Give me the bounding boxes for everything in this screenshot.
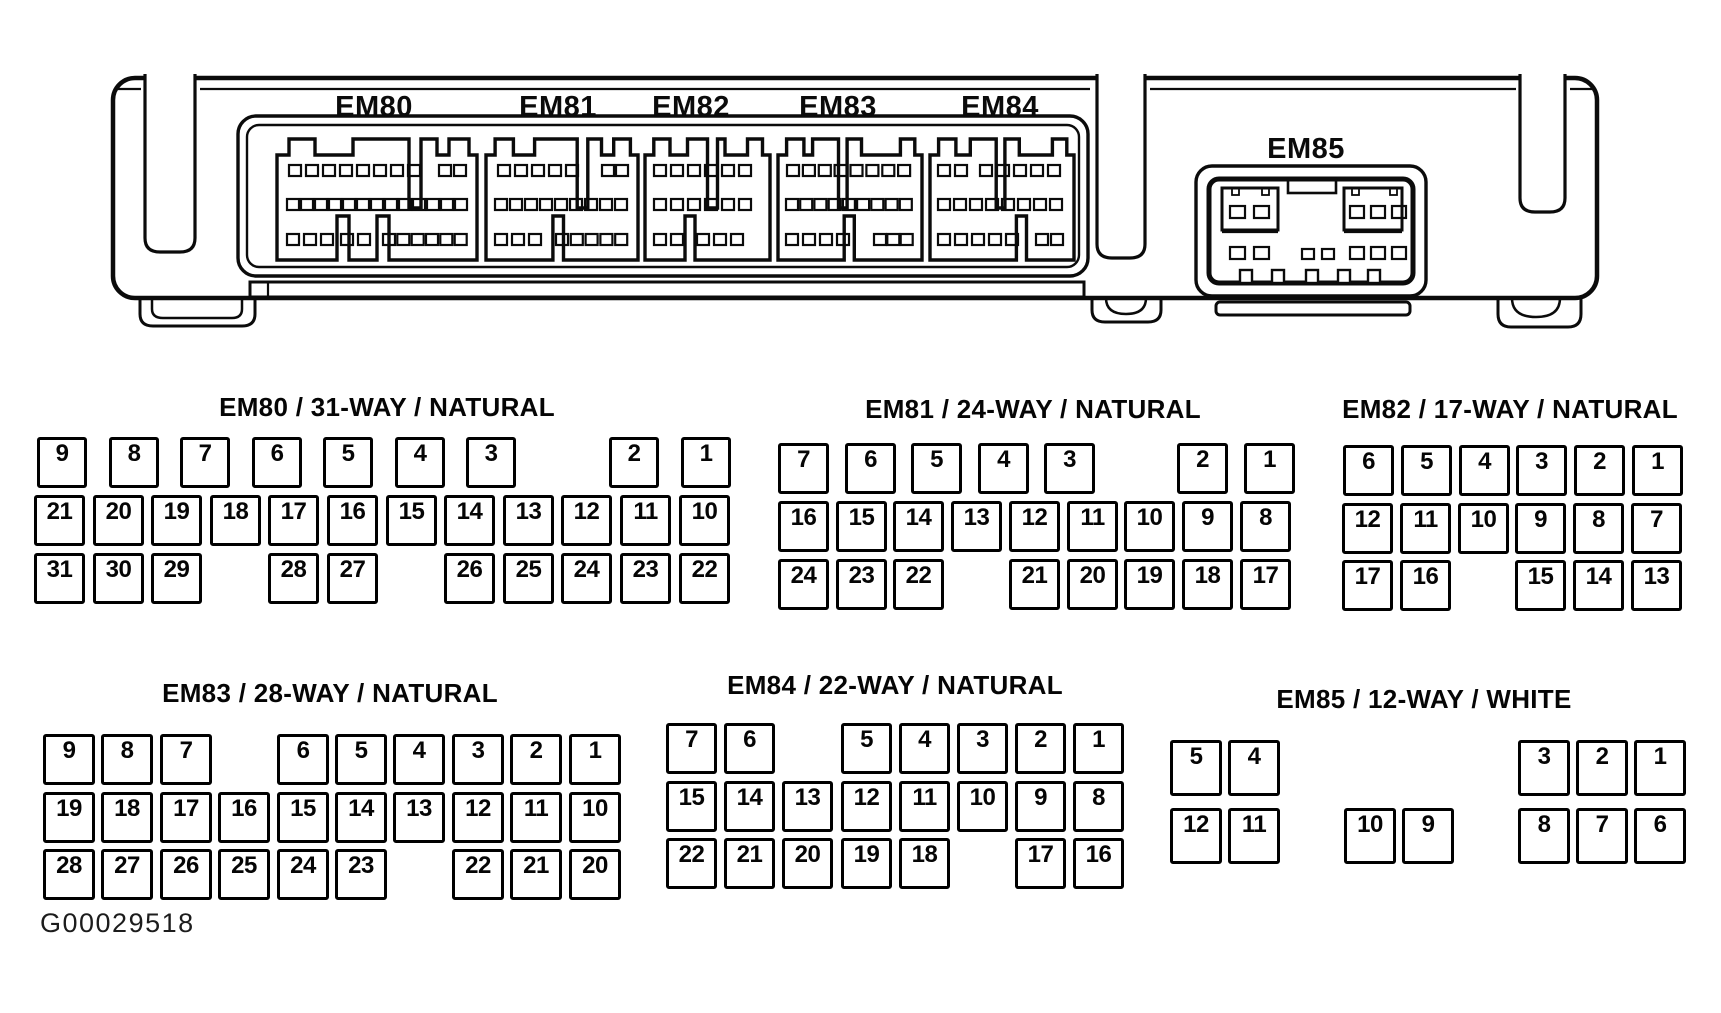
pin-em85-1 bbox=[1634, 740, 1686, 796]
pin-em84-8 bbox=[1073, 781, 1124, 832]
pin-number: 8 bbox=[127, 440, 141, 467]
pin-number: 16 bbox=[1412, 563, 1439, 590]
pin-em81-18 bbox=[1182, 559, 1233, 610]
pin-em83-16 bbox=[218, 792, 270, 843]
pin-number: 26 bbox=[456, 556, 483, 583]
pin-em83-2 bbox=[510, 734, 562, 785]
pin-number: 12 bbox=[465, 795, 491, 822]
pin-em81-7 bbox=[778, 443, 829, 494]
pin-em82-2 bbox=[1574, 445, 1625, 496]
module-connector-label-em83: EM83 bbox=[799, 91, 877, 123]
pin-em85-10 bbox=[1344, 808, 1396, 864]
pin-number: 2 bbox=[627, 440, 641, 467]
pin-em80-7 bbox=[180, 437, 230, 488]
pin-em83-20 bbox=[569, 849, 621, 900]
mounting-slot-left bbox=[145, 74, 195, 252]
pin-number: 7 bbox=[198, 440, 212, 467]
pin-number: 15 bbox=[1527, 563, 1554, 590]
pin-em84-2 bbox=[1015, 723, 1066, 774]
pin-number: 25 bbox=[515, 556, 542, 583]
pin-number: 20 bbox=[582, 852, 608, 879]
pin-number: 19 bbox=[1136, 562, 1163, 589]
mounting-slot-right bbox=[1520, 74, 1565, 212]
pin-em85-4 bbox=[1228, 740, 1280, 796]
pin-number: 3 bbox=[1535, 448, 1548, 475]
pin-number: 2 bbox=[1034, 726, 1047, 753]
pin-em80-23 bbox=[620, 553, 671, 604]
pin-em84-11 bbox=[899, 781, 950, 832]
pin-number: 8 bbox=[1259, 504, 1272, 531]
pin-em81-21 bbox=[1009, 559, 1060, 610]
pin-em80-27 bbox=[327, 553, 378, 604]
pin-em82-6 bbox=[1343, 445, 1394, 496]
section-title-em82: EM82 / 17-WAY / NATURAL bbox=[1342, 394, 1678, 424]
pin-em84-15 bbox=[666, 781, 717, 832]
pin-em84-12 bbox=[841, 781, 892, 832]
pin-number: 2 bbox=[1196, 446, 1209, 473]
pin-number: 21 bbox=[736, 841, 763, 868]
board-strip bbox=[250, 282, 1084, 297]
pin-number: 6 bbox=[1362, 448, 1375, 475]
pin-number: 1 bbox=[1092, 726, 1105, 753]
section-title-em80: EM80 / 31-WAY / NATURAL bbox=[219, 392, 555, 422]
pin-number: 7 bbox=[685, 726, 698, 753]
module-connector-label-em81: EM81 bbox=[519, 91, 597, 123]
pin-number: 4 bbox=[918, 726, 931, 753]
pin-em80-15 bbox=[386, 495, 437, 546]
pin-em83-10 bbox=[569, 792, 621, 843]
pin-em83-5 bbox=[335, 734, 387, 785]
pin-em82-4 bbox=[1459, 445, 1510, 496]
pin-em84-20 bbox=[782, 838, 833, 889]
pin-em82-11 bbox=[1400, 503, 1451, 554]
pin-number: 16 bbox=[339, 498, 366, 525]
pin-number: 9 bbox=[1534, 506, 1547, 533]
pin-number: 20 bbox=[105, 498, 132, 525]
pin-number: 17 bbox=[280, 498, 307, 525]
pin-number: 1 bbox=[1263, 446, 1276, 473]
pin-em80-19 bbox=[151, 495, 202, 546]
pin-em81-22 bbox=[893, 559, 944, 610]
pin-em81-6 bbox=[845, 443, 896, 494]
pin-em80-26 bbox=[444, 553, 495, 604]
pin-em83-1 bbox=[569, 734, 621, 785]
pin-number: 2 bbox=[1595, 743, 1609, 770]
pin-number: 23 bbox=[348, 852, 374, 879]
pin-number: 31 bbox=[46, 556, 73, 583]
pin-number: 22 bbox=[905, 562, 932, 589]
pin-number: 24 bbox=[573, 556, 600, 583]
pin-number: 7 bbox=[797, 446, 810, 473]
pin-em81-5 bbox=[911, 443, 962, 494]
pin-em80-28 bbox=[268, 553, 319, 604]
pin-number: 12 bbox=[1021, 504, 1048, 531]
pin-em85-2 bbox=[1576, 740, 1628, 796]
pin-em81-17 bbox=[1240, 559, 1291, 610]
pin-number: 17 bbox=[1252, 562, 1279, 589]
pin-em80-1 bbox=[681, 437, 731, 488]
pin-number: 26 bbox=[173, 852, 199, 879]
pin-number: 9 bbox=[62, 737, 76, 764]
pin-number: 1 bbox=[1651, 448, 1664, 475]
pin-number: 25 bbox=[231, 852, 257, 879]
pin-em80-31 bbox=[34, 553, 85, 604]
pin-em81-16 bbox=[778, 501, 829, 552]
pin-number: 17 bbox=[1027, 841, 1054, 868]
pin-em83-26 bbox=[160, 849, 212, 900]
pin-number: 8 bbox=[1592, 506, 1605, 533]
pin-em80-30 bbox=[93, 553, 144, 604]
pin-number: 5 bbox=[354, 737, 368, 764]
pin-em80-29 bbox=[151, 553, 202, 604]
pin-em83-21 bbox=[510, 849, 562, 900]
pin-number: 3 bbox=[1537, 743, 1551, 770]
pin-em80-9 bbox=[37, 437, 87, 488]
pin-number: 28 bbox=[280, 556, 307, 583]
pin-em81-8 bbox=[1240, 501, 1291, 552]
pin-em84-1 bbox=[1073, 723, 1124, 774]
pin-em83-23 bbox=[335, 849, 387, 900]
pin-number: 1 bbox=[699, 440, 713, 467]
pin-number: 14 bbox=[736, 784, 763, 811]
pin-number: 11 bbox=[912, 784, 937, 811]
pin-em85-7 bbox=[1576, 808, 1628, 864]
pin-number: 22 bbox=[691, 556, 718, 583]
pin-number: 6 bbox=[270, 440, 284, 467]
pin-number: 27 bbox=[339, 556, 366, 583]
pin-number: 4 bbox=[1478, 448, 1491, 475]
pin-number: 10 bbox=[1136, 504, 1163, 531]
pin-number: 6 bbox=[864, 446, 877, 473]
pin-em83-14 bbox=[335, 792, 387, 843]
pin-number: 3 bbox=[1063, 446, 1076, 473]
pin-em80-16 bbox=[327, 495, 378, 546]
pin-number: 20 bbox=[1079, 562, 1106, 589]
pin-em84-16 bbox=[1073, 838, 1124, 889]
pin-number: 5 bbox=[930, 446, 943, 473]
pin-number: 10 bbox=[1470, 506, 1497, 533]
pin-em81-11 bbox=[1067, 501, 1118, 552]
pin-em82-8 bbox=[1573, 503, 1624, 554]
pin-em80-17 bbox=[268, 495, 319, 546]
pin-em82-13 bbox=[1631, 560, 1682, 611]
pin-em82-10 bbox=[1458, 503, 1509, 554]
pin-em80-2 bbox=[609, 437, 659, 488]
pin-em81-13 bbox=[951, 501, 1002, 552]
section-title-em81: EM81 / 24-WAY / NATURAL bbox=[865, 394, 1201, 424]
pin-number: 22 bbox=[465, 852, 491, 879]
pin-number: 11 bbox=[633, 498, 658, 525]
pin-number: 21 bbox=[1021, 562, 1048, 589]
pin-em84-3 bbox=[957, 723, 1008, 774]
connector-shape-em85 bbox=[1196, 166, 1426, 315]
pin-number: 3 bbox=[471, 737, 485, 764]
pin-number: 7 bbox=[1595, 811, 1609, 838]
pin-em81-10 bbox=[1124, 501, 1175, 552]
pin-number: 4 bbox=[413, 440, 427, 467]
pin-em85-8 bbox=[1518, 808, 1570, 864]
pin-number: 2 bbox=[1593, 448, 1606, 475]
pin-number: 9 bbox=[1201, 504, 1214, 531]
pin-number: 12 bbox=[1183, 811, 1209, 838]
pin-em82-9 bbox=[1515, 503, 1566, 554]
pin-em83-28 bbox=[43, 849, 95, 900]
pin-number: 13 bbox=[406, 795, 432, 822]
pin-em80-22 bbox=[679, 553, 730, 604]
section-title-em85: EM85 / 12-WAY / WHITE bbox=[1276, 684, 1572, 714]
pin-em80-20 bbox=[93, 495, 144, 546]
pin-em83-11 bbox=[510, 792, 562, 843]
module-connector-label-em80: EM80 bbox=[335, 91, 413, 123]
pin-number: 4 bbox=[1247, 743, 1261, 770]
pin-number: 9 bbox=[55, 440, 69, 467]
pin-number: 15 bbox=[678, 784, 705, 811]
pin-number: 17 bbox=[173, 795, 199, 822]
pin-number: 4 bbox=[997, 446, 1010, 473]
pin-number: 13 bbox=[963, 504, 990, 531]
pin-em80-5 bbox=[323, 437, 373, 488]
pin-em80-6 bbox=[252, 437, 302, 488]
pin-number: 16 bbox=[1085, 841, 1112, 868]
pin-em83-27 bbox=[101, 849, 153, 900]
pin-number: 6 bbox=[1653, 811, 1667, 838]
pin-number: 5 bbox=[1189, 743, 1203, 770]
pin-number: 14 bbox=[456, 498, 483, 525]
pin-em84-10 bbox=[957, 781, 1008, 832]
pin-number: 10 bbox=[969, 784, 996, 811]
pin-number: 13 bbox=[1643, 563, 1670, 590]
pin-em81-4 bbox=[978, 443, 1029, 494]
pin-em84-21 bbox=[724, 838, 775, 889]
pin-em83-8 bbox=[101, 734, 153, 785]
pin-number: 11 bbox=[1241, 811, 1267, 838]
pin-em83-13 bbox=[393, 792, 445, 843]
pin-em81-12 bbox=[1009, 501, 1060, 552]
pin-em83-17 bbox=[160, 792, 212, 843]
pin-em81-14 bbox=[893, 501, 944, 552]
pin-em81-1 bbox=[1244, 443, 1295, 494]
pin-number: 23 bbox=[632, 556, 659, 583]
pin-em80-12 bbox=[561, 495, 612, 546]
pin-number: 17 bbox=[1354, 563, 1381, 590]
pin-number: 22 bbox=[678, 841, 705, 868]
pin-number: 5 bbox=[860, 726, 873, 753]
pin-number: 8 bbox=[120, 737, 134, 764]
pin-em80-14 bbox=[444, 495, 495, 546]
pin-em85-9 bbox=[1402, 808, 1454, 864]
pin-em82-7 bbox=[1631, 503, 1682, 554]
pin-number: 11 bbox=[1413, 506, 1438, 533]
pin-em82-17 bbox=[1342, 560, 1393, 611]
section-title-em83: EM83 / 28-WAY / NATURAL bbox=[162, 678, 498, 708]
pin-em82-14 bbox=[1573, 560, 1624, 611]
pin-number: 29 bbox=[163, 556, 190, 583]
pin-em83-22 bbox=[452, 849, 504, 900]
pin-number: 24 bbox=[290, 852, 316, 879]
ecu-module-drawing bbox=[0, 0, 1721, 340]
pin-em80-8 bbox=[109, 437, 159, 488]
pin-number: 8 bbox=[1537, 811, 1551, 838]
pin-number: 8 bbox=[1092, 784, 1105, 811]
pin-em82-1 bbox=[1632, 445, 1683, 496]
pin-number: 10 bbox=[691, 498, 718, 525]
pin-number: 11 bbox=[1080, 504, 1105, 531]
pin-em84-6 bbox=[724, 723, 775, 774]
figure-id-label: G00029518 bbox=[40, 908, 195, 938]
pin-em81-15 bbox=[836, 501, 887, 552]
pin-em82-16 bbox=[1400, 560, 1451, 611]
pin-em84-14 bbox=[724, 781, 775, 832]
pin-number: 18 bbox=[114, 795, 140, 822]
pin-em80-21 bbox=[34, 495, 85, 546]
pin-number: 4 bbox=[412, 737, 426, 764]
pin-em84-22 bbox=[666, 838, 717, 889]
pin-number: 23 bbox=[848, 562, 875, 589]
pin-em83-6 bbox=[277, 734, 329, 785]
pin-em84-9 bbox=[1015, 781, 1066, 832]
pin-em84-19 bbox=[841, 838, 892, 889]
pin-number: 14 bbox=[905, 504, 932, 531]
pin-number: 14 bbox=[348, 795, 374, 822]
pin-number: 28 bbox=[56, 852, 82, 879]
pin-number: 13 bbox=[515, 498, 542, 525]
pin-number: 9 bbox=[1421, 811, 1435, 838]
pin-number: 10 bbox=[1357, 811, 1383, 838]
pin-number: 1 bbox=[1653, 743, 1667, 770]
pin-em84-17 bbox=[1015, 838, 1066, 889]
module-connector-label-em82: EM82 bbox=[652, 91, 730, 123]
pin-em84-5 bbox=[841, 723, 892, 774]
pin-em81-24 bbox=[778, 559, 829, 610]
pin-em85-6 bbox=[1634, 808, 1686, 864]
pin-em85-3 bbox=[1518, 740, 1570, 796]
pin-number: 7 bbox=[1650, 506, 1663, 533]
pin-number: 18 bbox=[222, 498, 249, 525]
pin-number: 15 bbox=[848, 504, 875, 531]
pin-number: 5 bbox=[1420, 448, 1433, 475]
pin-em83-12 bbox=[452, 792, 504, 843]
pin-em81-3 bbox=[1044, 443, 1095, 494]
pin-number: 7 bbox=[179, 737, 193, 764]
pin-em81-9 bbox=[1182, 501, 1233, 552]
pin-em80-25 bbox=[503, 553, 554, 604]
pin-number: 19 bbox=[56, 795, 82, 822]
pin-number: 10 bbox=[582, 795, 608, 822]
pin-number: 19 bbox=[853, 841, 880, 868]
pin-em83-15 bbox=[277, 792, 329, 843]
pin-number: 21 bbox=[46, 498, 73, 525]
pin-em84-18 bbox=[899, 838, 950, 889]
pin-number: 11 bbox=[523, 795, 549, 822]
pin-em83-18 bbox=[101, 792, 153, 843]
pin-em83-19 bbox=[43, 792, 95, 843]
pin-number: 20 bbox=[794, 841, 821, 868]
pin-em83-24 bbox=[277, 849, 329, 900]
pin-em81-20 bbox=[1067, 559, 1118, 610]
pin-number: 3 bbox=[484, 440, 498, 467]
pin-em80-13 bbox=[503, 495, 554, 546]
pin-em82-12 bbox=[1342, 503, 1393, 554]
pin-number: 1 bbox=[588, 737, 602, 764]
pin-number: 21 bbox=[523, 852, 549, 879]
pin-number: 14 bbox=[1585, 563, 1612, 590]
pin-number: 16 bbox=[231, 795, 257, 822]
pin-em85-11 bbox=[1228, 808, 1280, 864]
pin-number: 15 bbox=[290, 795, 316, 822]
pin-em83-4 bbox=[393, 734, 445, 785]
pin-em81-19 bbox=[1124, 559, 1175, 610]
pin-em83-9 bbox=[43, 734, 95, 785]
pin-em84-4 bbox=[899, 723, 950, 774]
pin-number: 24 bbox=[790, 562, 817, 589]
pin-em80-3 bbox=[466, 437, 516, 488]
pin-number: 18 bbox=[1194, 562, 1221, 589]
pin-em85-5 bbox=[1170, 740, 1222, 796]
pin-em83-25 bbox=[218, 849, 270, 900]
pin-number: 3 bbox=[976, 726, 989, 753]
pin-number: 6 bbox=[743, 726, 756, 753]
pin-number: 30 bbox=[105, 556, 132, 583]
pin-em84-7 bbox=[666, 723, 717, 774]
module-connector-label-em84: EM84 bbox=[961, 91, 1039, 123]
pin-number: 12 bbox=[573, 498, 600, 525]
pin-number: 19 bbox=[163, 498, 190, 525]
pin-number: 18 bbox=[911, 841, 938, 868]
pin-em84-13 bbox=[782, 781, 833, 832]
pin-number: 12 bbox=[1354, 506, 1381, 533]
pin-number: 2 bbox=[529, 737, 543, 764]
pin-em81-23 bbox=[836, 559, 887, 610]
mounting-slot-mid bbox=[1097, 74, 1145, 258]
pin-em82-3 bbox=[1516, 445, 1567, 496]
pin-em80-10 bbox=[679, 495, 730, 546]
pin-em82-15 bbox=[1515, 560, 1566, 611]
pin-number: 27 bbox=[114, 852, 140, 879]
pin-em81-2 bbox=[1177, 443, 1228, 494]
pin-number: 6 bbox=[296, 737, 310, 764]
pin-number: 12 bbox=[853, 784, 880, 811]
pin-em80-24 bbox=[561, 553, 612, 604]
pin-em80-18 bbox=[210, 495, 261, 546]
pin-em80-11 bbox=[620, 495, 671, 546]
pin-em85-12 bbox=[1170, 808, 1222, 864]
pin-number: 13 bbox=[794, 784, 821, 811]
pin-number: 5 bbox=[341, 440, 355, 467]
pin-em82-5 bbox=[1401, 445, 1452, 496]
pin-number: 16 bbox=[790, 504, 817, 531]
pin-em83-3 bbox=[452, 734, 504, 785]
pin-number: 15 bbox=[398, 498, 425, 525]
module-connector-label-em85: EM85 bbox=[1267, 133, 1345, 165]
pin-em83-7 bbox=[160, 734, 212, 785]
pin-number: 9 bbox=[1034, 784, 1047, 811]
pin-em80-4 bbox=[395, 437, 445, 488]
section-title-em84: EM84 / 22-WAY / NATURAL bbox=[727, 670, 1063, 700]
